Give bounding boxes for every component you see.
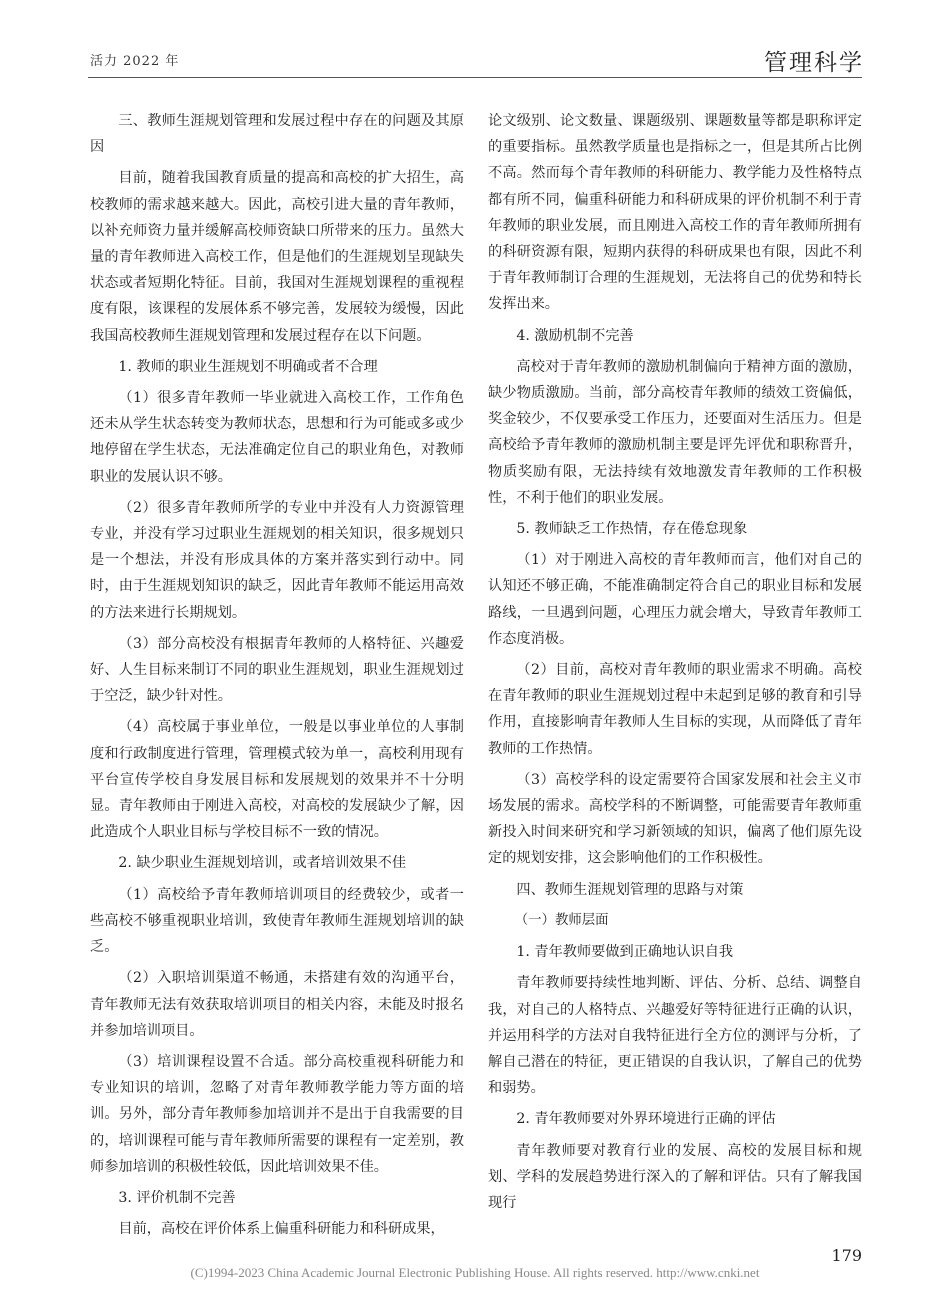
journal-header-left: 活力 2022 年 — [90, 54, 180, 69]
paragraph: （3）培训课程设置不合适。部分高校重视科研能力和专业知识的培训，忽略了对青年教师教学能力等方面的培训。另外，部分青年教师参加培训并不是出于自我需要的目的，培训课程可能与青年教师所需要的课程有一定差别，教师参加培训的积极性较低，因此培训效果不佳。 — [90, 1053, 464, 1175]
subheading: 5. 教师缺乏工作热情，存在倦怠现象 — [516, 521, 748, 538]
subheading: 1. 教师的职业生涯规划不明确或者不合理 — [118, 358, 378, 375]
paragraph-continued: 论文级别、论文数量、课题级别、课题数量等都是职称评定的重要指标。虽然教学质量也是指标之一，但是其所占比例不高。然而每个青年教师的科研能力、教学能力及性格特点都有所不同，偏重科研能力和科研成果的评价机制不利于青年教师的职业发展，而且刚进入高校工作的青年教师所拥有的科研资源有限，短期内获得的科研成果也有限，因此不利于青年教师制订合理的生涯规划，无法将自己的优势和特长发挥出来。 — [488, 113, 862, 313]
right-column — [488, 108, 862, 1221]
subheading: 4. 激励机制不完善 — [516, 327, 634, 344]
subheading: 2. 缺少职业生涯规划培训，或者培训效果不佳 — [118, 855, 407, 872]
paragraph: 高校对于青年教师的激励机制偏向于精神方面的激励，缺少物质激励。当前，部分高校青年教师的绩效工资偏低，奖金较少，不仅要承受工作压力，还要面对生活压力。但是高校给予青年教师的激励机制主要是评先评优和职称晋升，物质奖励有限，无法持续有效地激发青年教师的工作积极性，不利于他们的职业发展。 — [488, 358, 862, 506]
subheading: 1. 青年教师要做到正确地认识自我 — [516, 944, 734, 961]
left-column — [90, 108, 464, 1247]
paragraph: （1）对于刚进入高校的青年教师而言，他们对自己的认知还不够正确，不能准确制定符合自己的职业目标和发展路线，一旦遇到问题，心理压力就会增大，导致青年教师工作态度消极。 — [488, 552, 862, 647]
paragraph: （2）很多青年教师所学的专业中并没有人力资源管理专业，并没有学习过职业生涯规划的相关知识，很多规划只是一个想法，并没有形成具体的方案并落实到行动中。同时，由于生涯规划知识的缺乏，因此青年教师不能运用高效的方法来进行长期规划。 — [90, 499, 464, 621]
copyright-footer: (C)1994-2023 China Academic Journal Electronic Publishing House. All rights reserved. http://www.cnki.net — [190, 1265, 760, 1280]
subheading: 2. 青年教师要对外界环境进行正确的评估 — [516, 1111, 776, 1128]
paragraph: （3）高校学科的设定需要符合国家发展和社会主义市场发展的需求。高校学科的不断调整，可能需要青年教师重新投入时间来研究和学习新领域的知识，偏离了他们原先设定的规划安排，这会影响他们的工作积极性。 — [488, 771, 862, 867]
section-heading: 三、教师生涯规划管理和发展过程中存在的问题及其原因 — [90, 113, 464, 156]
paragraph: （1）高校给予青年教师培训项目的经费较少，或者一些高校不够重视职业培训，致使青年教师生涯规划培训的缺乏。 — [90, 886, 464, 956]
page-number: 179 — [831, 1246, 862, 1265]
header-divider — [88, 77, 862, 78]
paragraph: 目前，高校在评价体系上偏重科研能力和科研成果， — [118, 1221, 445, 1238]
journal-section-title: 管理科学 — [764, 50, 864, 76]
paragraph: 青年教师要持续性地判断、评估、分析、总结、调整自我，对自己的人格特点、兴趣爱好等特征进行正确的认识，并运用科学的方法对自我特征进行全方位的测评与分析，了解自己潜在的特征，更正错误的自我认识，了解自己的优势和弱势。 — [488, 975, 862, 1097]
paragraph: （2）目前，高校对青年教师的职业需求不明确。高校在青年教师的职业生涯规划过程中未起到足够的教育和引导作用，直接影响青年教师人生目标的实现，从而降低了青年教师的工作热情。 — [488, 662, 862, 757]
subheading: 3. 评价机制不完善 — [118, 1189, 236, 1206]
paragraph: （4）高校属于事业单位，一般是以事业单位的人事制度和行政制度进行管理，管理模式较为单一，高校利用现有平台宣传学校自身发展目标和发展规划的效果并不十分明显。青年教师由于刚进入高校，对高校的发展缺少了解，因此造成个人职业目标与学校目标不一致的情况。 — [90, 719, 464, 841]
section-heading: 四、教师生涯规划管理的思路与对策 — [516, 881, 744, 898]
paragraph: （3）部分高校没有根据青年教师的人格特征、兴趣爱好、人生目标来制订不同的职业生涯规划，职业生涯规划过于空泛，缺少针对性。 — [90, 635, 464, 705]
paragraph: （2）入职培训渠道不畅通，未搭建有效的沟通平台，青年教师无法有效获取培训项目的相关内容，未能及时报名并参加培训项目。 — [90, 970, 464, 1039]
paragraph: 目前，随着我国教育质量的提高和高校的扩大招生，高校教师的需求越来越大。因此，高校引进大量的青年教师，以补充师资力量并缓解高校师资缺口所带来的压力。虽然大量的青年教师进入高校工作，但是他们的生涯规划呈现缺失状态或者短期化特征。目前，我国对生涯规划课程的重视程度有限，该课程的发展体系不够完善，发展较为缓慢，因此我国高校教师生涯规划管理和发展过程存在以下问题。 — [90, 170, 464, 344]
paragraph: 青年教师要对教育行业的发展、高校的发展目标和规划、学科的发展趋势进行深入的了解和评估。只有了解我国现行 — [488, 1142, 862, 1211]
subsection-heading: （一）教师层面 — [514, 912, 609, 928]
paragraph: （1）很多青年教师一毕业就进入高校工作，工作角色还未从学生状态转变为教师状态，思想和行为可能或多或少地停留在学生状态，无法准确定位自己的职业角色，对教师职业的发展认识不够。 — [90, 390, 464, 485]
